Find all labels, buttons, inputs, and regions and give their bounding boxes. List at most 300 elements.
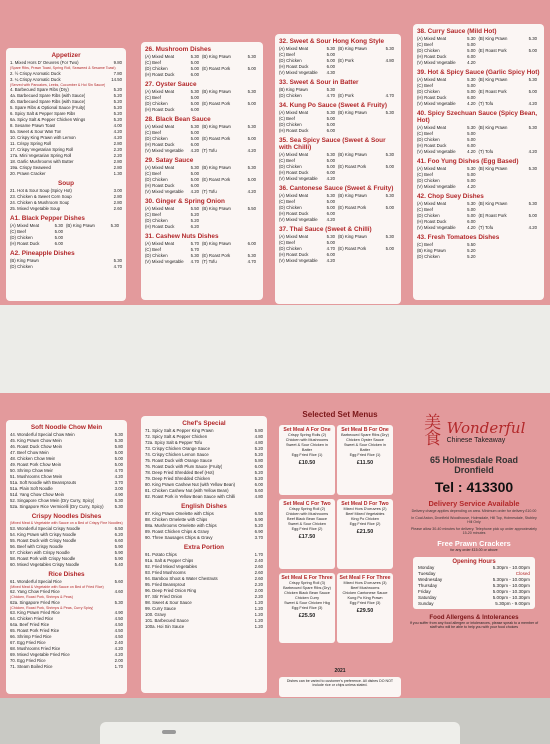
item-name: 92. Fried Mixed Vegetables (145, 564, 198, 569)
item-name: 46. Roast Duck Chow Mein (10, 444, 63, 449)
item-name: 76. Roast Duck with Plum Sauce (Fruity) (145, 464, 223, 469)
item-name: (D) Chicken (145, 101, 168, 106)
set-meal-item: Kung Po King Prawn (347, 596, 383, 601)
item-price: 4.70 (385, 93, 394, 98)
item-name: (B) King Prawn (279, 87, 308, 92)
menu-item (145, 624, 263, 630)
item-price: 1.20 (254, 606, 263, 611)
menu-section (417, 110, 540, 155)
set-meal-item: Egg Fried Rice (1) (349, 453, 381, 458)
item-price: 5.80 (114, 444, 123, 449)
item-price: 5.00 (190, 60, 199, 65)
section-title: 32. Sweet & Sour Hong Kong Style (279, 38, 385, 45)
item-name: 56. Beef with Crispy Noodle (10, 543, 64, 549)
item-right (338, 176, 397, 182)
item-price: 5.90 (254, 517, 263, 522)
item-name: (H) Roast Duck (279, 64, 309, 69)
set-meal-item: Barbecued Spare Ribs (Dry) (283, 586, 331, 591)
menu-section (279, 226, 397, 264)
item-price: 5.00 (190, 95, 199, 100)
item-price: 2.20 (113, 147, 122, 153)
item-price: 5.30 (114, 438, 123, 443)
set-meal-item: Sweet & Sour Chicken (288, 522, 326, 527)
item-price: 6.50 (254, 511, 263, 516)
item-name: 82. Roast Pork in Yellow Bean Sauce with Chilli (145, 494, 236, 499)
item-price: 9.80 (113, 60, 122, 65)
hours-day: Sunday (418, 600, 434, 606)
item-price: 4.70 (247, 259, 256, 264)
item-price: 4.90 (114, 610, 123, 616)
item-price: 5.30 (528, 201, 537, 206)
set-meal-item: Chicken with Mushrooms (285, 438, 329, 443)
set-meal-box (279, 425, 335, 495)
item-price: 5.00 (190, 66, 199, 71)
item-price: 3.70 (254, 535, 263, 540)
item-price: 4.20 (113, 135, 122, 141)
item-price: 5.30 (467, 36, 476, 41)
item-name: 60. Mixed Vegetables Crispy Noodle (10, 561, 80, 567)
hours-time: Closed (515, 570, 530, 576)
menu-item (10, 562, 123, 568)
item-price: 2.40 (254, 558, 263, 563)
item-name: 100a. Hoi Sin Sauce (145, 624, 185, 629)
item-price: 5.30 (467, 77, 476, 82)
item-price: 3.00 (114, 486, 123, 491)
item-price: 14.50 (111, 76, 122, 82)
item-price: 5.00 (326, 164, 335, 169)
panel-appetizers (6, 48, 126, 301)
item-price: 4.20 (113, 129, 122, 135)
item-name: (H) Roast Duck (145, 72, 175, 77)
item-left (417, 101, 479, 107)
item-name: (C) Beef (417, 242, 433, 247)
menu-item (10, 264, 122, 270)
item-name: (D) Chicken (279, 164, 302, 169)
item-price: 3.00 (113, 188, 122, 194)
item-name: (A) Mixed Meat (417, 201, 447, 206)
item-price: 5.00 (190, 130, 199, 135)
section-title: 27. Oyster Sauce (145, 81, 197, 88)
hours-time: 5.30pm - 10.00pm (492, 576, 530, 582)
item-price: 5.30 (114, 599, 123, 605)
item-name: (B) King Prawn (338, 46, 367, 51)
set-meal-item: Crispy Spring Roll (2) (288, 507, 326, 512)
item-left (145, 148, 202, 154)
menu-row (145, 107, 259, 113)
item-left (417, 184, 479, 190)
item-name: (D) Chicken (145, 253, 168, 258)
item-name: 4. Barbecued Spare Ribs (Dry) (10, 87, 69, 93)
item-name: 99. Curry Sauce (145, 606, 177, 611)
item-price: 5.80 (254, 458, 263, 463)
item-price: 4.20 (467, 149, 476, 154)
item-price: 5.20 (113, 117, 122, 123)
item-name: (C) Beef (145, 171, 161, 176)
item-price: 5.20 (467, 248, 476, 253)
item-price: 5.90 (114, 555, 123, 561)
set-meal-title: Set Meal E For Three (281, 575, 333, 581)
item-price: 6.00 (247, 241, 256, 246)
item-name: (E) Pork (338, 93, 354, 98)
item-right (479, 225, 541, 231)
item-price: 6.00 (54, 241, 63, 247)
item-price: 4.20 (467, 101, 476, 106)
item-price: 5.90 (114, 549, 123, 555)
item-name: (V) Mixed Vegetable (417, 225, 456, 230)
item-price: 1.20 (254, 624, 263, 629)
section-title: Soft Noodle Chow Mein (30, 424, 103, 431)
hours-time: 5.30pm - 10.00pm (492, 582, 530, 588)
item-price: 5.30 (385, 152, 394, 157)
hours-day: Saturday (418, 594, 437, 600)
section-title: 29. Satay Sauce (145, 157, 194, 164)
item-price: 4.20 (326, 176, 335, 181)
item-price: 5.00 (326, 116, 335, 121)
item-name: 23. Chicken & Sweet Corn Soup (10, 194, 72, 200)
item-price: 4.70 (326, 93, 335, 98)
item-price: 5.20 (254, 476, 263, 481)
item-name: 44. Wonderful Special Chow Mein (10, 432, 75, 437)
item-name: 80. King Prawn Cashew Nut (with Yellow Bean) (145, 482, 236, 487)
item-price: 4.50 (114, 622, 123, 628)
item-name: (C) Beef (279, 158, 295, 163)
menu-row (417, 101, 540, 107)
item-name: 49. Roast Pork Chow Mein (10, 462, 62, 467)
item-price: 4.20 (467, 184, 476, 189)
set-meal-item: Egg Fried Rice (2) (349, 522, 381, 527)
item-name: (H) Roast Duck (417, 143, 447, 148)
item-right (202, 189, 259, 195)
item-price: 4.30 (326, 70, 335, 75)
item-left (145, 72, 202, 78)
item-name: 73. Crispy Chicken Orange Sauce (145, 446, 210, 451)
menu-section (10, 215, 122, 247)
menu-item (10, 171, 122, 177)
item-price: 5.00 (467, 137, 476, 142)
item-name: (E) Pork (338, 58, 354, 63)
item-price: 1.30 (113, 171, 122, 177)
item-name: (B) King Prawn (66, 223, 95, 229)
item-name: (E) Roast Pork (202, 66, 231, 71)
item-left (10, 241, 66, 247)
item-name: 97. Stir Fried Onion (145, 594, 183, 599)
item-price: 5.20 (254, 470, 263, 475)
set-meal-title: Set Meal B For One (341, 427, 389, 433)
hours-time: 5.30pm - 10.00pm (492, 564, 530, 570)
set-meal-price: £29.50 (356, 608, 374, 615)
item-price: 5.30 (467, 201, 476, 206)
item-right (479, 60, 541, 66)
set-meal-item: Chicken Oyster Sauce (346, 438, 384, 443)
item-price: 4.20 (528, 101, 537, 106)
item-price: 5.00 (247, 66, 256, 71)
menu-section (417, 69, 540, 107)
item-price: 4.20 (528, 225, 537, 230)
item-name: (E) Roast Pork (202, 101, 231, 106)
item-left (417, 149, 479, 155)
item-right (202, 72, 259, 78)
item-price: 5.00 (385, 164, 394, 169)
item-price: 5.30 (247, 54, 256, 59)
item-price: 5.20 (254, 446, 263, 451)
item-name: (A) Mixed Meat (145, 241, 175, 246)
item-price: 5.30 (190, 253, 199, 258)
item-name: 10. Crispy King Prawn with Lemon (10, 135, 76, 141)
item-name: 89. Roast Chicken Chips & Gravy (145, 529, 210, 534)
item-right (338, 128, 397, 134)
item-name: 6. Spicy Salt & Pepper Spare Ribs (10, 111, 76, 117)
menu-row (279, 217, 397, 223)
item-price: 5.00 (326, 205, 335, 210)
delivery-title: Delivery Service Available (428, 499, 520, 508)
item-name: 81. Chicken Cashew Nut (with Yellow Bean) (145, 488, 229, 493)
item-name: (H) Roast Duck (145, 142, 175, 147)
section-title: Crispy Noodles Dishes (31, 513, 102, 520)
item-name: (H) Roast Duck (279, 252, 309, 257)
panel-dishes-38-43 (413, 24, 544, 300)
set-meal-title: Set Meal D For Two (341, 501, 389, 507)
item-name: (H) Roast Duck (145, 107, 175, 112)
address-line-1: 65 Holmesdale Road (429, 455, 519, 465)
item-name: 6a. Spicy Salt & Pepper Chicken Wings (10, 117, 86, 123)
item-name: (B) King Prawn (202, 54, 231, 59)
item-name: (B) King Prawn (417, 248, 446, 253)
item-price: 2.20 (254, 582, 263, 587)
set-meal-item: Crispy Spring Rolls (2) (288, 433, 326, 438)
item-price: 5.00 (467, 131, 476, 136)
item-name: (A) Mixed Meat (417, 166, 447, 171)
item-name: (A) Mixed Meat (145, 124, 175, 129)
menu-section (417, 158, 540, 190)
item-name: 4a. Barbecued Spare Ribs (with Sauce) (10, 93, 86, 99)
menu-item (145, 494, 263, 500)
item-right (202, 259, 259, 265)
item-name: (D) Chicken (417, 89, 440, 94)
item-price: 6.00 (254, 482, 263, 487)
item-name: (E) Roast Pork (478, 89, 507, 94)
item-price: 4.70 (113, 264, 122, 270)
item-name: (H) Roast Duck (279, 170, 309, 175)
item-price: 5.30 (326, 152, 335, 157)
set-meal-item: Crispy Spring Roll (3) (288, 581, 326, 586)
item-price: 4.80 (254, 434, 263, 439)
item-left (279, 93, 338, 99)
menu-row (279, 176, 397, 182)
item-name: (B) King Prawn (478, 77, 508, 82)
menu-page-top (0, 0, 550, 305)
item-price: 4.50 (114, 628, 123, 634)
item-name: 8a. Sweet & Sour Wan Ton (10, 129, 62, 135)
item-left (417, 60, 479, 66)
item-price: 2.80 (113, 141, 122, 147)
item-price: 5.50 (247, 206, 256, 211)
menu-section (279, 185, 397, 223)
section-title: 31. Cashew Nuts Dishes (145, 233, 219, 240)
item-name: (B) King Prawn (202, 241, 231, 246)
item-name: (E) Roast Pork (338, 205, 367, 210)
item-price: 5.00 (114, 456, 123, 461)
item-right (479, 101, 541, 107)
item-price: 5.00 (467, 172, 476, 177)
item-price: 5.30 (326, 193, 335, 198)
set-meal-box (337, 425, 393, 495)
menu-section (145, 198, 259, 230)
set-meal-box (337, 573, 393, 643)
item-price: 5.00 (54, 229, 63, 235)
section-title: 33. Sweet & Sour in Batter (279, 79, 359, 86)
item-name: (H) Roast Duck (10, 241, 40, 247)
item-price: 4.20 (114, 646, 123, 652)
item-name: (H) Roast Duck (417, 219, 447, 224)
section-title: A1. Black Pepper Dishes (10, 215, 85, 223)
item-price: 5.30 (385, 193, 394, 198)
item-price: 5.00 (467, 178, 476, 183)
item-price: 6.00 (326, 128, 335, 133)
item-name: 91a. Salt & Pepper Chips (145, 558, 194, 563)
item-name: 63. King Prawn Fried Rice (10, 610, 60, 616)
item-price: 6.20 (190, 224, 199, 229)
section-title: 36. Cantonese Sauce (Sweet & Fruity) (279, 185, 394, 192)
item-price: 5.00 (247, 177, 256, 182)
item-name: (V) Mixed Vegetable (279, 258, 318, 263)
item-right (202, 148, 259, 154)
set-meal-box (279, 499, 335, 569)
item-name: 55. Roast Duck with Crispy Noodle (10, 537, 77, 543)
device-tray (100, 722, 460, 744)
item-price: 4.00 (113, 123, 122, 129)
item-price: 4.60 (114, 589, 123, 595)
item-price: 4.70 (114, 468, 123, 473)
item-price: 5.00 (467, 89, 476, 94)
item-name: 91. Potato Chips (145, 552, 177, 557)
item-name: 5. Spare Ribs & Optional Sauce (Fruity) (10, 105, 86, 111)
chinese-logo: 美食 (424, 413, 442, 449)
item-name: (C) Beef (279, 199, 295, 204)
section-title: 43. Fresh Tomatoes Dishes (417, 234, 500, 241)
item-name: 3. ¼ Crispy Aromatic Duck (10, 76, 61, 82)
item-left (145, 224, 202, 230)
set-menus-title: Selected Set Menus (302, 410, 378, 419)
menu-row (145, 148, 259, 154)
item-price: 4.80 (254, 494, 263, 499)
item-price: 5.30 (326, 87, 335, 92)
menu-section (279, 79, 397, 99)
item-price: 4.80 (254, 440, 263, 445)
item-price: 5.30 (528, 166, 537, 171)
item-name: (D) Chicken (10, 264, 33, 270)
item-name: 72a. Spicy Salt & Pepper Tofu (145, 440, 203, 445)
set-meal-item: Mixed Hors D'oeuvres (3) (343, 581, 387, 586)
item-name: (V) Mixed Vegetable (279, 217, 318, 222)
item-name: (D) Chicken (279, 58, 302, 63)
hours-time: 5.00pm - 10.30pm (492, 588, 530, 594)
item-price: 5.20 (190, 212, 199, 217)
item-price: 5.30 (113, 258, 122, 264)
item-name: (D) Chicken (279, 93, 302, 98)
item-price: 1.20 (254, 612, 263, 617)
item-name: (H) Roast Duck (417, 54, 447, 59)
menu-row (417, 184, 540, 190)
section-title: 26. Mushroom Dishes (145, 46, 212, 53)
item-name: 47. Beef Chow Mein (10, 450, 49, 455)
item-left (279, 258, 338, 264)
item-name: (H) Roast Duck (279, 128, 309, 133)
section-title: 28. Black Bean Sauce (145, 116, 211, 123)
item-left (279, 70, 338, 76)
item-name: 54. King Prawn with Crispy Noodle (10, 531, 77, 537)
item-name: 1. Mixed Hors D' Oeuvres (For Two) (10, 60, 79, 65)
item-price: 5.20 (113, 111, 122, 117)
set-meal-item: Egg Fried Rice (3) (349, 601, 381, 606)
item-name: (Served with Pancakes, Leeks, Cucumber & Hoi Sin Sauce) (10, 82, 106, 87)
item-name: 17a. Mini Vegetarian Spring Roll (10, 153, 72, 159)
item-name: 20. Prawn Cracker (10, 171, 46, 177)
item-name: (V) Mixed Vegetable (417, 101, 456, 106)
menu-section (145, 157, 259, 195)
item-left (279, 128, 338, 134)
item-name: (A) Mixed Meat (279, 46, 309, 51)
item-price: 5.90 (114, 543, 123, 549)
item-name: (C) Beef (417, 131, 433, 136)
item-name: (D) Chicken (279, 246, 302, 251)
set-meal-price: £10.50 (298, 460, 316, 467)
item-left (145, 107, 202, 113)
item-name: (A) Mixed Meat (10, 223, 40, 229)
item-price: 5.00 (190, 171, 199, 176)
item-right (66, 241, 122, 247)
item-name: (H) Roast Duck (145, 183, 175, 188)
item-price: 5.30 (190, 54, 199, 59)
item-price: 4.20 (528, 149, 537, 154)
item-price: 1.70 (254, 552, 263, 557)
item-price: 5.00 (385, 205, 394, 210)
item-price: 5.20 (113, 87, 122, 93)
item-price: 5.30 (467, 166, 476, 171)
item-name: (D) Chicken (145, 177, 168, 182)
panel-noodles-rice (6, 420, 127, 694)
item-name: (T) Tofu (478, 101, 494, 106)
item-name: (A) Mixed Meat (417, 36, 447, 41)
item-price: 5.50 (467, 242, 476, 247)
item-price: 2.60 (254, 570, 263, 575)
item-name: (V) Mixed Vegetable (145, 259, 184, 264)
item-name: (T) Tofu (202, 189, 217, 194)
item-price: 5.30 (114, 432, 123, 437)
item-name: (B) King Prawn (338, 152, 367, 157)
set-meal-price: £17.50 (298, 534, 316, 541)
item-price: 6.50 (114, 525, 123, 531)
item-name: (T) Tofu (202, 148, 217, 153)
item-right (479, 254, 541, 260)
item-name: (D) Chicken (10, 235, 33, 241)
item-left (417, 254, 479, 260)
item-price: 5.30 (528, 36, 537, 41)
section-title: Appetizer (51, 52, 81, 59)
set-meal-item: Chicken Curry (294, 596, 320, 601)
menu-section (145, 81, 259, 113)
item-price: 6.00 (190, 142, 199, 147)
item-name: 96. Deep Fried Onion Ring (145, 588, 197, 593)
item-name: (A) Mixed Meat (279, 152, 309, 157)
section-title: 37. Thai Sauce (Sweet & Chilli) (279, 226, 372, 233)
cracker-text: for any order £15.00 or above (450, 547, 498, 552)
item-name: 51. Mushrooms Chow Mein (10, 474, 63, 479)
item-price: 6.90 (254, 529, 263, 534)
set-note-text: Dishes can be varied to customer's preference. All dishes DO NOT include rice or chips unless stated. (286, 679, 394, 688)
item-name: (B) King Prawn (202, 165, 231, 170)
item-price: 6.00 (467, 95, 476, 100)
item-price: 5.30 (190, 124, 199, 129)
